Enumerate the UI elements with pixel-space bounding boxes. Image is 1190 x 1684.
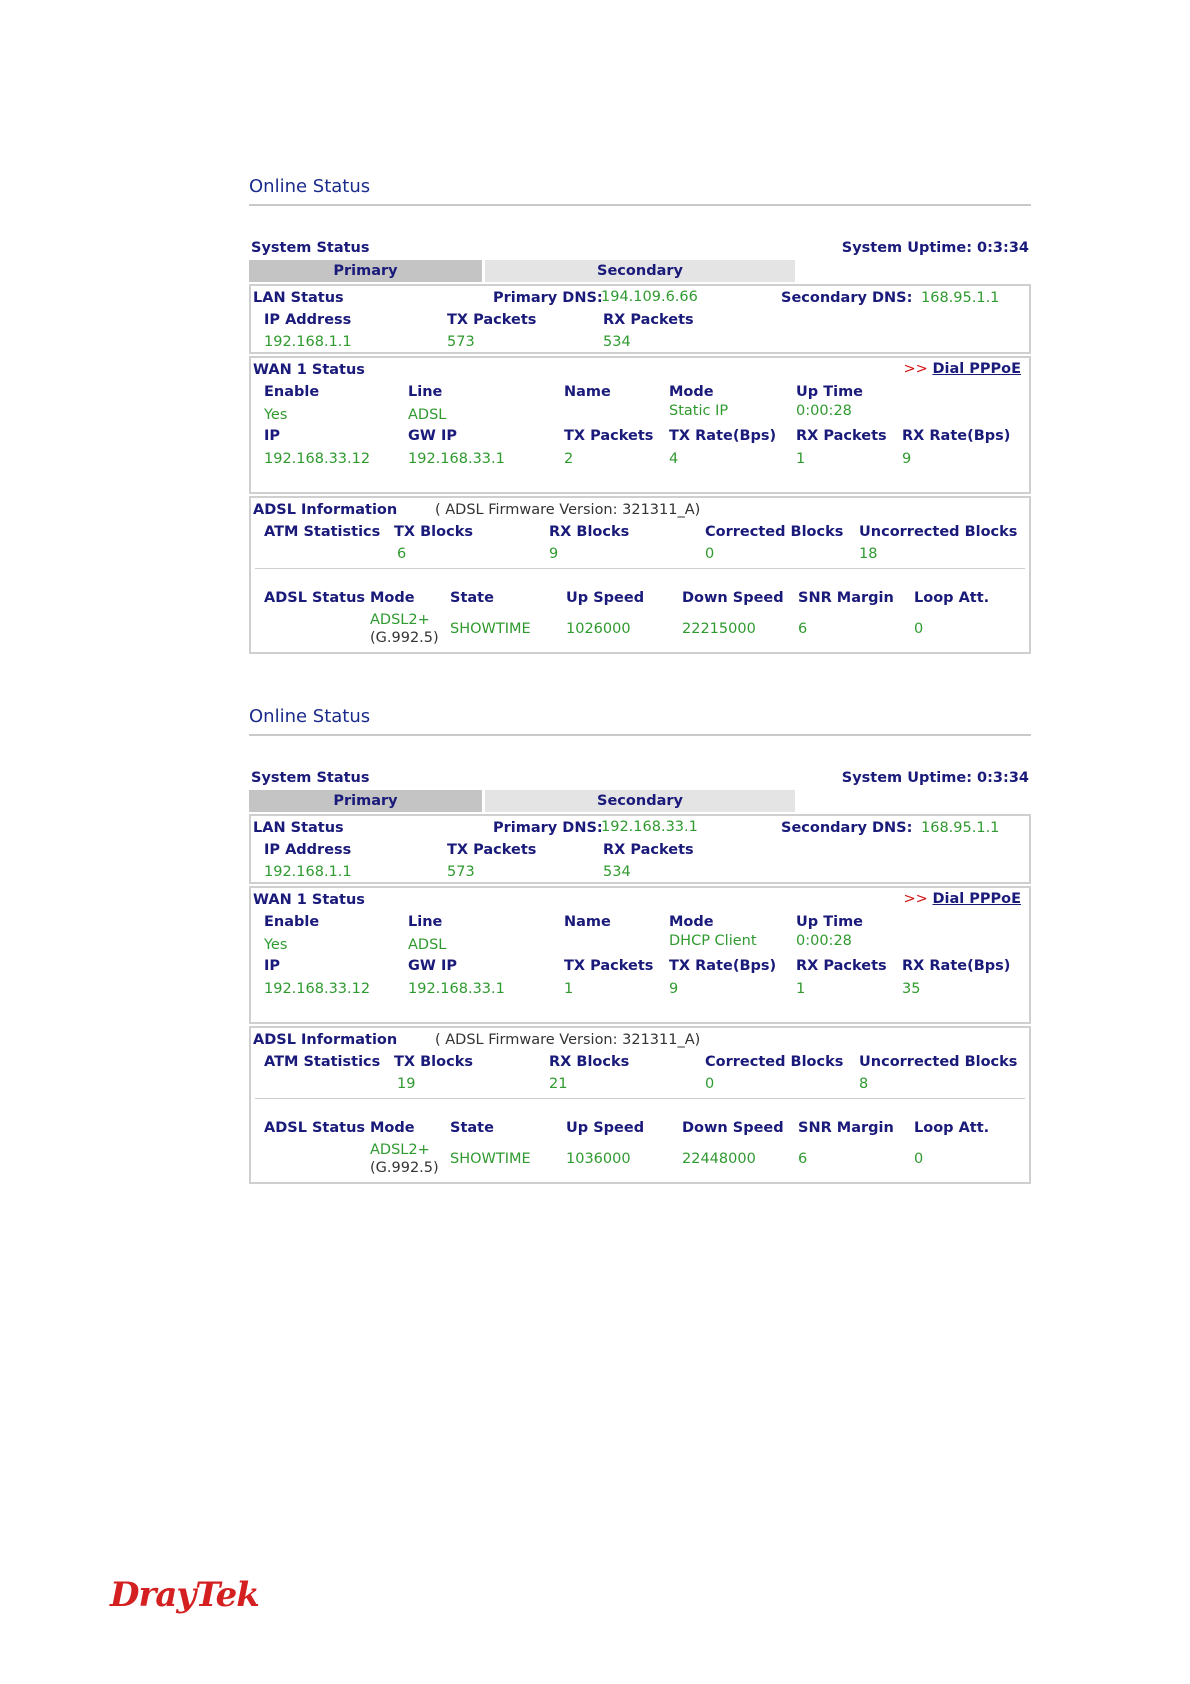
wan-header: Mode xyxy=(669,384,714,400)
wan-header: RX Packets xyxy=(796,958,887,974)
adsl-info-box xyxy=(249,1026,1031,1184)
adsl-up-speed-value: 1026000 xyxy=(566,621,631,637)
adsl-header: Mode xyxy=(370,1120,415,1136)
primary-dns-value: 192.168.33.1 xyxy=(601,819,698,835)
adsl-header: SNR Margin xyxy=(798,1120,894,1136)
wan-header: Mode xyxy=(669,914,714,930)
adsl-mode-standard: (G.992.5) xyxy=(370,630,439,646)
wan-line-value: ADSL xyxy=(408,407,447,423)
primary-dns-label: Primary DNS: xyxy=(493,820,603,836)
secondary-dns-label: Secondary DNS: xyxy=(781,820,913,836)
adsl-info-label: ADSL Information xyxy=(253,1032,398,1048)
lan-ip-value: 192.168.1.1 xyxy=(264,864,352,880)
lan-status-label: LAN Status xyxy=(253,290,344,306)
adsl-header: Down Speed xyxy=(682,1120,784,1136)
wan-gwip-value: 192.168.33.1 xyxy=(408,451,505,467)
system-uptime: System Uptime: 0:3:34 xyxy=(841,770,1029,786)
tab-primary[interactable]: Primary xyxy=(249,790,482,812)
atm-header: Corrected Blocks xyxy=(705,1054,844,1070)
wan-tx-rate-value: 4 xyxy=(669,451,679,467)
atm-header: TX Blocks xyxy=(394,524,473,540)
adsl-status-label: ADSL Status xyxy=(264,590,366,606)
tab-secondary[interactable]: Secondary xyxy=(485,260,795,282)
dial-pppoe[interactable] xyxy=(904,891,1021,907)
system-status-label: System Status xyxy=(251,240,370,256)
wan-header: Name xyxy=(564,384,611,400)
dial-arrow-icon: >> xyxy=(903,891,928,907)
atm-rx-blocks-value: 9 xyxy=(549,546,559,562)
wan-header: RX Packets xyxy=(796,428,887,444)
wan-header: TX Packets xyxy=(564,428,654,444)
tab-secondary[interactable]: Secondary xyxy=(485,790,795,812)
atm-corrected-value: 0 xyxy=(705,1076,715,1092)
adsl-header: Up Speed xyxy=(566,590,645,606)
wan-ip-value: 192.168.33.12 xyxy=(264,981,371,997)
dial-pppoe-link[interactable]: Dial PPPoE xyxy=(932,361,1021,377)
secondary-dns-label: Secondary DNS: xyxy=(781,290,913,306)
atm-header: RX Blocks xyxy=(549,1054,630,1070)
wan-enable-value: Yes xyxy=(264,407,288,423)
wan-mode-value: Static IP xyxy=(669,403,729,419)
adsl-info-label: ADSL Information xyxy=(253,502,398,518)
wan-status-label: WAN 1 Status xyxy=(253,362,365,378)
wan-status-box xyxy=(249,356,1031,494)
atm-statistics-label: ATM Statistics xyxy=(264,524,381,540)
atm-header: Corrected Blocks xyxy=(705,524,844,540)
page-title: Online Status xyxy=(249,706,371,727)
wan-header: Up Time xyxy=(796,384,864,400)
tab-primary[interactable]: Primary xyxy=(249,260,482,282)
adsl-loop-att-value: 0 xyxy=(914,621,924,637)
lan-rx-value: 534 xyxy=(603,864,631,880)
atm-corrected-value: 0 xyxy=(705,546,715,562)
lan-tx-value: 573 xyxy=(447,864,475,880)
wan-header: IP xyxy=(264,428,281,444)
wan-rx-rate-value: 9 xyxy=(902,451,912,467)
lan-ip-value: 192.168.1.1 xyxy=(264,334,352,350)
wan-header: RX Rate(Bps) xyxy=(902,428,1011,444)
wan-enable-value: Yes xyxy=(264,937,288,953)
secondary-dns-value: 168.95.1.1 xyxy=(921,820,1000,836)
title-divider xyxy=(249,204,1031,206)
wan-header: TX Rate(Bps) xyxy=(669,428,777,444)
atm-rx-blocks-value: 21 xyxy=(549,1076,568,1092)
lan-header: RX Packets xyxy=(603,312,694,328)
wan-header: GW IP xyxy=(408,958,457,974)
lan-header: TX Packets xyxy=(447,842,537,858)
lan-status-box xyxy=(249,284,1031,354)
page-title: Online Status xyxy=(249,176,371,197)
atm-tx-blocks-value: 19 xyxy=(397,1076,416,1092)
adsl-header: State xyxy=(450,590,494,606)
wan-uptime-value: 0:00:28 xyxy=(796,403,852,419)
wan-uptime-value: 0:00:28 xyxy=(796,933,852,949)
primary-dns-value: 194.109.6.66 xyxy=(601,289,698,305)
adsl-up-speed-value: 1036000 xyxy=(566,1151,631,1167)
wan-tx-packets-value: 2 xyxy=(564,451,574,467)
lan-header: RX Packets xyxy=(603,842,694,858)
wan-header: Name xyxy=(564,914,611,930)
lan-status-label: LAN Status xyxy=(253,820,344,836)
wan-rx-rate-value: 35 xyxy=(902,981,921,997)
lan-header: IP Address xyxy=(264,842,352,858)
wan-header: TX Packets xyxy=(564,958,654,974)
adsl-state-value: SHOWTIME xyxy=(450,1151,531,1167)
lan-tx-value: 573 xyxy=(447,334,475,350)
dial-pppoe-link[interactable]: Dial PPPoE xyxy=(932,891,1021,907)
lan-header: TX Packets xyxy=(447,312,537,328)
secondary-dns-value: 168.95.1.1 xyxy=(921,290,1000,306)
wan-header: TX Rate(Bps) xyxy=(669,958,777,974)
adsl-snr-value: 6 xyxy=(798,621,808,637)
adsl-firmware-version: ( ADSL Firmware Version: 321311_A) xyxy=(435,1032,701,1048)
adsl-snr-value: 6 xyxy=(798,1151,808,1167)
adsl-down-speed-value: 22215000 xyxy=(682,621,756,637)
adsl-status-label: ADSL Status xyxy=(264,1120,366,1136)
adsl-header: Loop Att. xyxy=(914,1120,990,1136)
system-status-label: System Status xyxy=(251,770,370,786)
adsl-loop-att-value: 0 xyxy=(914,1151,924,1167)
wan-tx-packets-value: 1 xyxy=(564,981,574,997)
online-status-panel-1 xyxy=(249,176,1031,676)
wan-header: Line xyxy=(408,384,443,400)
wan-gwip-value: 192.168.33.1 xyxy=(408,981,505,997)
lan-status-box xyxy=(249,814,1031,884)
lan-rx-value: 534 xyxy=(603,334,631,350)
adsl-down-speed-value: 22448000 xyxy=(682,1151,756,1167)
adsl-header: Mode xyxy=(370,590,415,606)
atm-header: Uncorrected Blocks xyxy=(859,1054,1018,1070)
adsl-state-value: SHOWTIME xyxy=(450,621,531,637)
atm-uncorrected-value: 8 xyxy=(859,1076,869,1092)
system-uptime: System Uptime: 0:3:34 xyxy=(841,240,1029,256)
wan-header: Enable xyxy=(264,384,320,400)
adsl-firmware-version: ( ADSL Firmware Version: 321311_A) xyxy=(435,502,701,518)
lan-header: IP Address xyxy=(264,312,352,328)
atm-tx-blocks-value: 6 xyxy=(397,546,407,562)
atm-header: Uncorrected Blocks xyxy=(859,524,1018,540)
primary-dns-label: Primary DNS: xyxy=(493,290,603,306)
wan-header: GW IP xyxy=(408,428,457,444)
atm-header: RX Blocks xyxy=(549,524,630,540)
dial-arrow-icon: >> xyxy=(903,361,928,377)
wan-header: RX Rate(Bps) xyxy=(902,958,1011,974)
wan-ip-value: 192.168.33.12 xyxy=(264,451,371,467)
dial-pppoe[interactable] xyxy=(904,361,1021,377)
wan-mode-value: DHCP Client xyxy=(669,933,757,949)
adsl-header: Loop Att. xyxy=(914,590,990,606)
atm-header: TX Blocks xyxy=(394,1054,473,1070)
atm-statistics-label: ATM Statistics xyxy=(264,1054,381,1070)
wan-status-box xyxy=(249,886,1031,1024)
wan-line-value: ADSL xyxy=(408,937,447,953)
adsl-header: SNR Margin xyxy=(798,590,894,606)
adsl-header: State xyxy=(450,1120,494,1136)
wan-rx-packets-value: 1 xyxy=(796,981,806,997)
adsl-divider xyxy=(255,1098,1025,1099)
adsl-mode-value: ADSL2+ xyxy=(370,1142,430,1158)
wan-header: Line xyxy=(408,914,443,930)
adsl-divider xyxy=(255,568,1025,569)
online-status-panel-2 xyxy=(249,706,1031,1206)
adsl-mode-standard: (G.992.5) xyxy=(370,1160,439,1176)
wan-header: IP xyxy=(264,958,281,974)
wan-status-label: WAN 1 Status xyxy=(253,892,365,908)
adsl-header: Down Speed xyxy=(682,590,784,606)
wan-rx-packets-value: 1 xyxy=(796,451,806,467)
wan-header: Enable xyxy=(264,914,320,930)
wan-tx-rate-value: 9 xyxy=(669,981,679,997)
draytek-logo: DrayTek xyxy=(110,1575,259,1615)
adsl-mode-value: ADSL2+ xyxy=(370,612,430,628)
title-divider xyxy=(249,734,1031,736)
adsl-info-box xyxy=(249,496,1031,654)
wan-header: Up Time xyxy=(796,914,864,930)
atm-uncorrected-value: 18 xyxy=(859,546,878,562)
adsl-header: Up Speed xyxy=(566,1120,645,1136)
